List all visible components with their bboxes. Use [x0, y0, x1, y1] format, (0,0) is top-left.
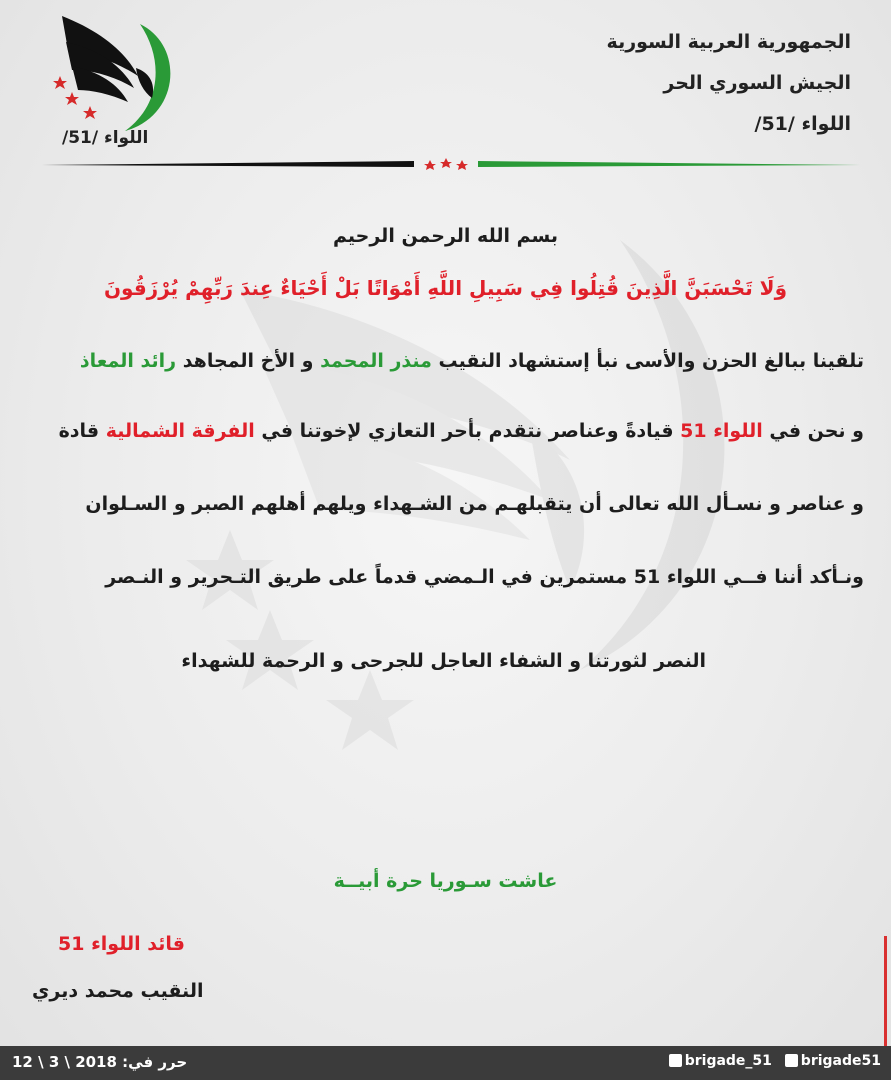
- social-icon: [669, 1054, 682, 1067]
- edge-marker: [884, 936, 887, 1046]
- quran-verse: وَلَا تَحْسَبَنَّ الَّذِينَ قُتِلُوا فِي سَبِيلِ اللَّهِ أَمْوَاتًا بَلْ أَحْيَاءٌ عِندَ رَبِّهِمْ يُرْزَقُونَ: [103, 276, 788, 300]
- social-handles: [661, 1053, 881, 1069]
- paragraph-line-4: ونـأكد أننا فــي اللواء 51 مستمرين في الـمضي قدماً على طريق التـحرير و النـصر: [105, 566, 864, 588]
- header-block: [607, 22, 851, 145]
- brigade-mention: اللواء 51: [680, 420, 763, 442]
- social-icon: [785, 1054, 798, 1067]
- text-span: و نحن في: [762, 420, 864, 442]
- issue-date: حرر في: 2018 \ 3 \ 12: [12, 1053, 188, 1071]
- footer-bar: [0, 1046, 891, 1080]
- signature-name: النقيب محمد ديري: [32, 980, 204, 1002]
- logo-label: اللواء /51/: [62, 128, 149, 148]
- social-handle-2[interactable]: brigade51: [800, 1053, 881, 1069]
- text-span: تلقينا ببالغ الحزن والأسى نبأ إستشهاد النقيب: [431, 350, 864, 372]
- basmala: بسم الله الرحمن الرحيم: [333, 225, 558, 247]
- country-name: الجمهورية العربية السورية: [606, 31, 851, 53]
- martyr-name-1: منذر المحمد: [320, 350, 432, 372]
- division-mention: الفرقة الشمالية: [105, 420, 255, 442]
- flag-divider: [42, 158, 860, 170]
- slogan: عاشت سـوريا حرة أبيــة: [333, 870, 558, 892]
- text-span: قيادةً وعناصر نتقدم بأحر التعازي لإخوتنا في: [254, 420, 681, 442]
- paragraph-line-5: النصر لثورتنا و الشفاء العاجل للجرحى و الرحمة للشهداء: [181, 650, 706, 672]
- paragraph-line-3: و عناصر و نسـأل الله تعالى أن يتقبلهـم من الشـهداء ويلهم أهلهم الصبر و السـلوان: [85, 493, 864, 515]
- martyr-name-2: رائد المعاذ: [79, 350, 177, 372]
- social-handle-1[interactable]: brigade_51: [684, 1053, 772, 1069]
- paragraph-line-1: [80, 350, 864, 372]
- army-name: الجيش السوري الحر: [663, 72, 851, 94]
- text-span: و الأخ المجاهد: [176, 350, 321, 372]
- paragraph-line-2: [59, 420, 864, 442]
- signature-title: قائد اللواء 51: [58, 933, 185, 955]
- text-span: قادة: [58, 420, 106, 442]
- brigade-name: اللواء /51/: [754, 113, 851, 135]
